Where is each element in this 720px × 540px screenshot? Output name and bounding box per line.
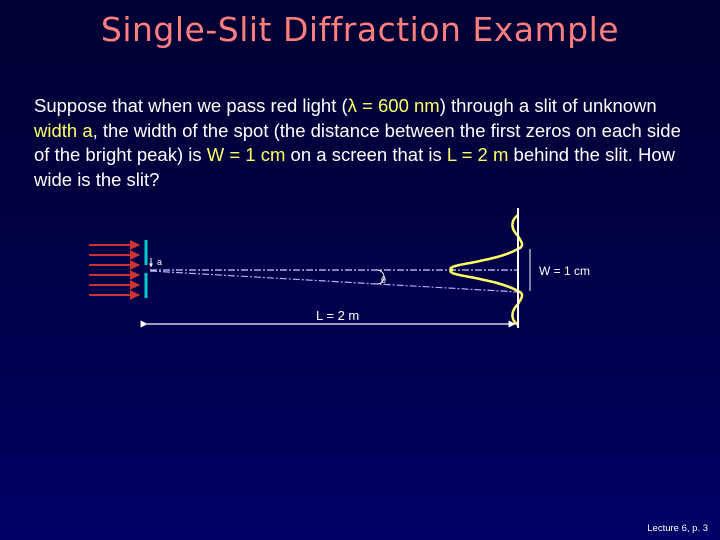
problem-text-4: on a screen that is xyxy=(285,144,447,165)
slit xyxy=(146,240,151,298)
angle-label: θ xyxy=(381,275,387,285)
distance-label: L = 2 m xyxy=(316,308,360,323)
slide-footer: Lecture 6, p. 3 xyxy=(647,523,708,534)
problem-text-2: ) through a slit of unknown xyxy=(439,95,657,116)
distance-value: L = 2 m xyxy=(446,144,509,165)
first-minimum-ray xyxy=(150,271,518,292)
spot-width-value: W = 1 cm xyxy=(206,144,286,165)
slide-title: Single-Slit Diffraction Example xyxy=(100,10,620,49)
incident-rays xyxy=(89,245,139,295)
slit-width-label: a xyxy=(157,257,163,267)
problem-text-3: , the width of the spot (the distance between the first zeros on each side of the bright peak) is xyxy=(34,119,681,165)
problem-text-5: behind the slit. How wide is the slit? xyxy=(34,144,675,190)
wavelength-value: λ = 600 nm xyxy=(347,95,440,116)
slit-width-term: width a xyxy=(34,119,93,141)
problem-text-1: Suppose that when we pass red light ( xyxy=(34,95,348,116)
spot-width-label: W = 1 cm xyxy=(539,264,591,278)
